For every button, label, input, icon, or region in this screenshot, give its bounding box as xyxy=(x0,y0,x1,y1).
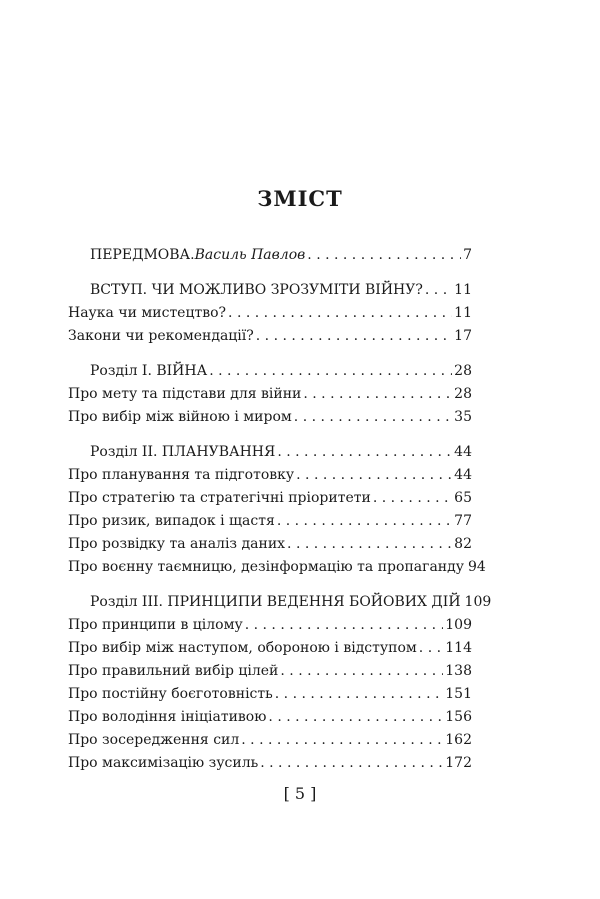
toc-entry-label: ВСТУП. ЧИ МОЖЛИВО ЗРОЗУМІТИ ВІЙНУ? xyxy=(90,282,423,298)
toc-entry-page: 44 xyxy=(454,444,472,460)
toc-entry-page: 28 xyxy=(454,386,472,402)
toc-entry[interactable] xyxy=(68,279,472,302)
toc-entry[interactable] xyxy=(68,464,472,487)
toc-entry-label: ПЕРЕДМОВА. xyxy=(90,247,195,263)
toc-entry-label: Розділ ІІ. ПЛАНУВАННЯ xyxy=(90,444,276,460)
toc-entry-page: 172 xyxy=(445,755,472,771)
toc-entry[interactable] xyxy=(68,556,486,579)
dot-leader xyxy=(209,360,452,383)
dot-leader xyxy=(228,302,452,325)
toc-entry-label: Про воєнну таємницю, дезінформацію та пропаганду xyxy=(68,559,464,575)
toc-entry-page: 44 xyxy=(454,467,472,483)
toc-entry-label: Розділ І. ВІЙНА xyxy=(90,363,208,379)
toc-entry-label: Про вибір між війною і миром xyxy=(68,409,292,425)
toc-entry[interactable] xyxy=(68,487,472,510)
toc-entry-page: 94 xyxy=(468,559,486,575)
toc-entry-label: Про принципи в цілому xyxy=(68,617,243,633)
dot-leader xyxy=(296,464,452,487)
toc-entry-label: Наука чи мистецтво? xyxy=(68,305,227,321)
dot-leader xyxy=(425,279,452,302)
table-of-contents xyxy=(68,244,492,775)
toc-entry-page: 7 xyxy=(463,247,472,263)
toc-entry-label: Про планування та підготовку xyxy=(68,467,295,483)
dot-leader xyxy=(256,325,452,348)
toc-entry[interactable] xyxy=(68,406,472,429)
dot-leader xyxy=(275,683,444,706)
dot-leader xyxy=(277,510,452,533)
toc-entry-page: 114 xyxy=(445,640,472,656)
dot-leader xyxy=(268,706,443,729)
dot-leader xyxy=(373,487,452,510)
toc-entry-label: Про мету та підстави для війни xyxy=(68,386,302,402)
toc-entry[interactable] xyxy=(68,441,472,464)
toc-entry-label: Закони чи рекомендації? xyxy=(68,328,254,344)
dot-leader xyxy=(419,637,443,660)
toc-entry-page: 109 xyxy=(445,617,472,633)
toc-entry-label: Розділ ІІІ. ПРИНЦИПИ ВЕДЕННЯ БОЙОВИХ ДІЙ xyxy=(90,594,461,610)
toc-entry-page: 82 xyxy=(454,536,472,552)
toc-entry[interactable] xyxy=(68,325,472,348)
toc-entry-label: Про постійну боєготовність xyxy=(68,686,273,702)
toc-entry-page: 65 xyxy=(454,490,472,506)
toc-entry[interactable] xyxy=(68,637,472,660)
toc-entry-label: Про розвідку та аналіз даних xyxy=(68,536,286,552)
toc-entry[interactable] xyxy=(68,614,472,637)
dot-leader xyxy=(280,660,443,683)
toc-entry[interactable] xyxy=(68,706,472,729)
toc-entry-label: Про ризик, випадок і щастя xyxy=(68,513,275,529)
toc-entry-page: 109 xyxy=(464,594,492,610)
toc-entry[interactable] xyxy=(68,360,472,383)
toc-entry-page: 162 xyxy=(445,732,472,748)
toc-entry-page: 35 xyxy=(454,409,472,425)
toc-entry-label: Про зосередження сил xyxy=(68,732,240,748)
toc-entry-page: 11 xyxy=(454,282,472,298)
toc-entry[interactable] xyxy=(68,244,472,267)
toc-entry[interactable] xyxy=(68,302,472,325)
dot-leader xyxy=(294,406,452,429)
toc-entry-page: 11 xyxy=(454,305,472,321)
toc-entry[interactable] xyxy=(68,383,472,406)
toc-entry-page: 28 xyxy=(454,363,472,379)
dot-leader xyxy=(307,244,461,267)
page-number: [ 5 ] xyxy=(283,784,317,803)
toc-entry[interactable] xyxy=(68,683,472,706)
dot-leader xyxy=(260,752,443,775)
dot-leader xyxy=(277,441,452,464)
dot-leader xyxy=(303,383,452,406)
toc-entry[interactable] xyxy=(68,533,472,556)
toc-entry-page: 77 xyxy=(454,513,472,529)
toc-entry-page: 17 xyxy=(454,328,472,344)
toc-entry-author: Василь Павлов xyxy=(194,247,306,263)
page-title: ЗМІСТ xyxy=(257,186,343,211)
toc-entry-label: Про стратегію та стратегічні пріоритети xyxy=(68,490,371,506)
dot-leader xyxy=(245,614,444,637)
toc-entry[interactable] xyxy=(68,591,492,614)
toc-entry-page: 156 xyxy=(445,709,472,725)
toc-entry-label: Про вибір між наступом, обороною і відступом xyxy=(68,640,417,656)
toc-entry[interactable] xyxy=(68,752,472,775)
toc-entry-label: Про володіння ініціативою xyxy=(68,709,267,725)
dot-leader xyxy=(287,533,452,556)
toc-entry[interactable] xyxy=(68,729,472,752)
dot-leader xyxy=(241,729,443,752)
toc-entry-page: 138 xyxy=(445,663,472,679)
toc-entry-label: Про правильний вибір цілей xyxy=(68,663,279,679)
toc-entry[interactable] xyxy=(68,510,472,533)
toc-entry-page: 151 xyxy=(445,686,472,702)
toc-entry[interactable] xyxy=(68,660,472,683)
toc-entry-label: Про максимізацію зусиль xyxy=(68,755,259,771)
